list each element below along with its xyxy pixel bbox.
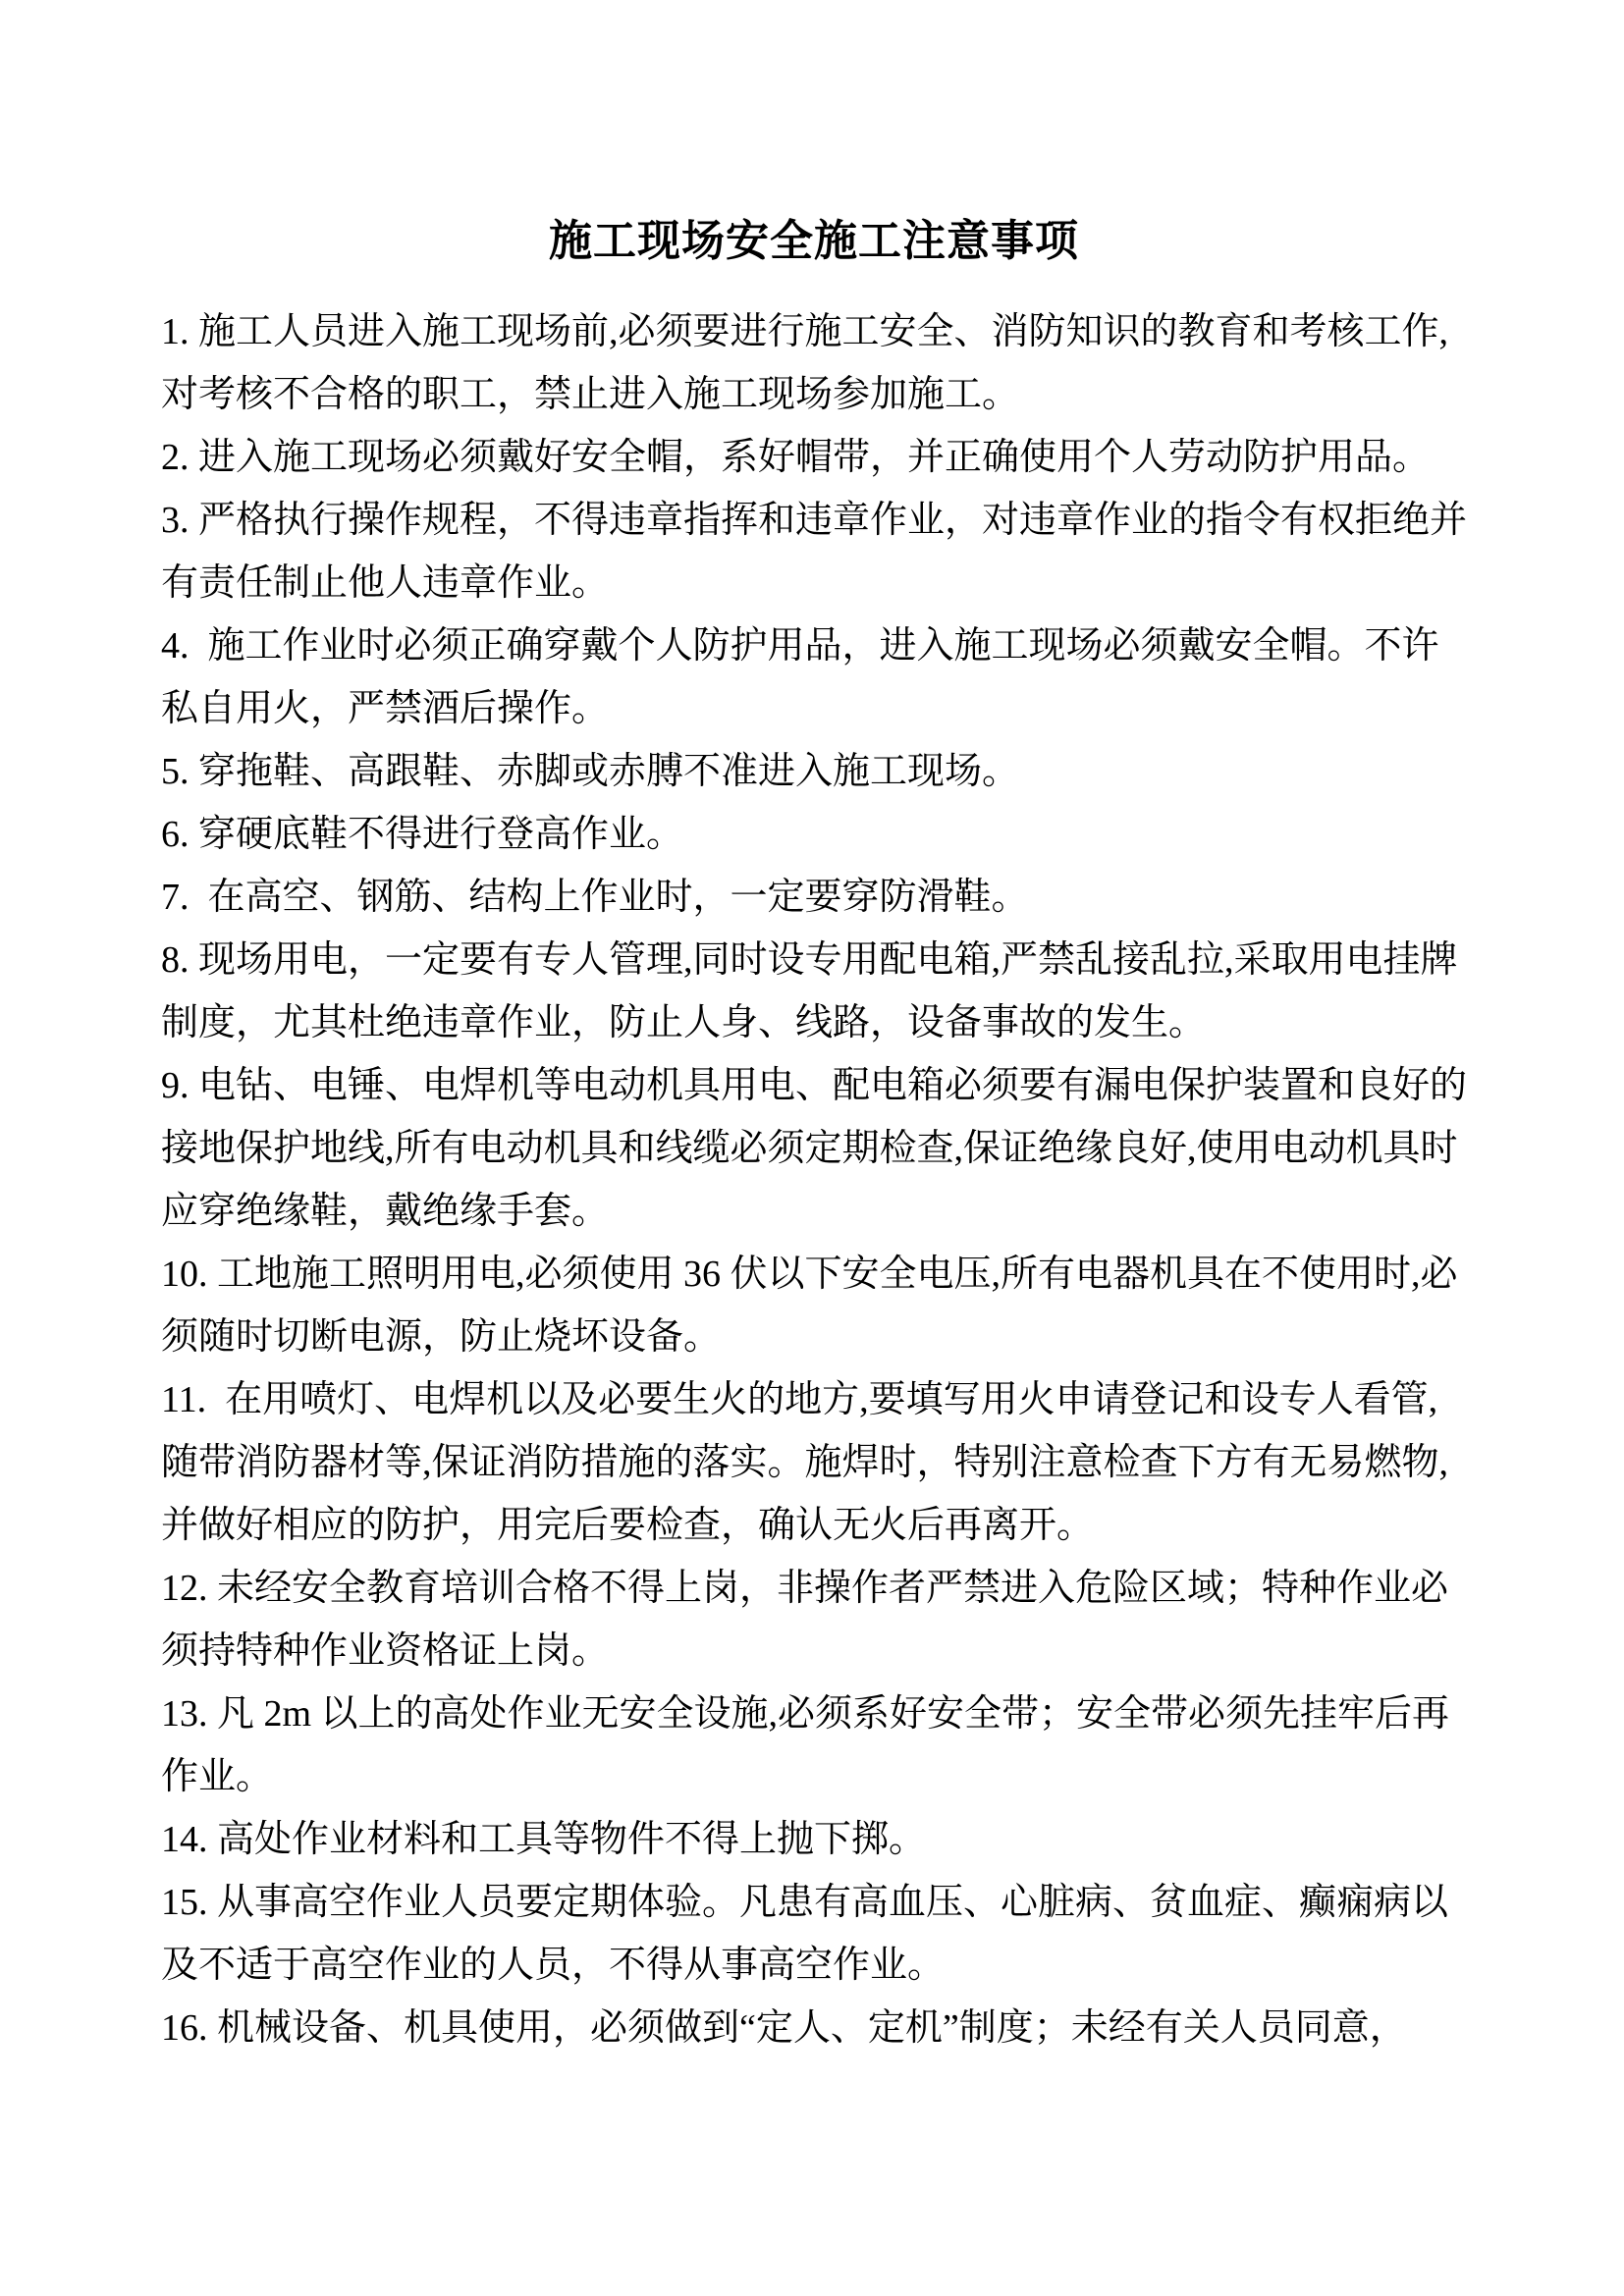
safety-item: 5. 穿拖鞋、高跟鞋、赤脚或赤膊不准进入施工现场。 — [161, 751, 1020, 792]
safety-item: 15. 从事高空作业人员要定期体验。凡患有高血压、心脏病、贫血症、癫痫病以及不适于高空作业的人员，不得从事高空作业。 — [161, 1882, 1449, 1986]
safety-item: 2. 进入施工现场必须戴好安全帽，系好帽带，并正确使用个人劳动防护用品。 — [161, 437, 1431, 478]
safety-item: 16. 机械设备、机具使用，必须做到“定人、定机”制度；未经有关人员同意， — [161, 2007, 1407, 2049]
safety-item: 14. 高处作业材料和工具等物件不得上抛下掷。 — [161, 1819, 927, 1860]
safety-item: 6. 穿硬底鞋不得进行登高作业。 — [161, 814, 684, 855]
safety-item: 1. 施工人员进入施工现场前,必须要进行施工安全、消防知识的教育和考核工作,对考核不合格的职工，禁止进入施工现场参加施工。 — [161, 311, 1449, 415]
safety-item: 4. 施工作业时必须正确穿戴个人防护用品，进入施工现场必须戴安全帽。不许私自用火，严禁酒后操作。 — [161, 625, 1439, 729]
safety-item: 3. 严格执行操作规程，不得违章指挥和违章作业，对违章作业的指令有权拒绝并有责任制止他人违章作业。 — [161, 500, 1468, 604]
safety-item: 9. 电钻、电锤、电焊机等电动机具用电、配电箱必须要有漏电保护装置和良好的接地保护地线,所有电动机具和线缆必须定期检查,保证绝缘良好,使用电动机具时应穿绝缘鞋，戴绝缘手套。 — [161, 1065, 1468, 1232]
safety-item: 13. 凡 2m 以上的高处作业无安全设施,必须系好安全带；安全带必须先挂牢后再作业。 — [161, 1693, 1450, 1797]
safety-item: 12. 未经安全教育培训合格不得上岗，非操作者严禁进入危险区域；特种作业必须持特种作业资格证上岗。 — [161, 1568, 1449, 1672]
safety-item: 8. 现场用电，一定要有专人管理,同时设专用配电箱,严禁乱接乱拉,采取用电挂牌制度，尤其杜绝违章作业，防止人身、线路，设备事故的发生。 — [161, 939, 1458, 1043]
safety-item: 10. 工地施工照明用电,必须使用 36 伏以下安全电压,所有电器机具在不使用时,必须随时切断电源，防止烧坏设备。 — [161, 1254, 1458, 1358]
safety-item: 7. 在高空、钢筋、结构上作业时，一定要穿防滑鞋。 — [161, 877, 1029, 918]
safety-item: 11. 在用喷灯、电焊机以及必要生火的地方,要填写用火申请登记和设专人看管,随带消防器材等,保证消防措施的落实。施焊时，特别注意检查下方有无易燃物,并做好相应的防护，用完后要检查，确认无火后再离开。 — [161, 1379, 1449, 1546]
document-title: 施工现场安全施工注意事项 — [549, 217, 1079, 265]
